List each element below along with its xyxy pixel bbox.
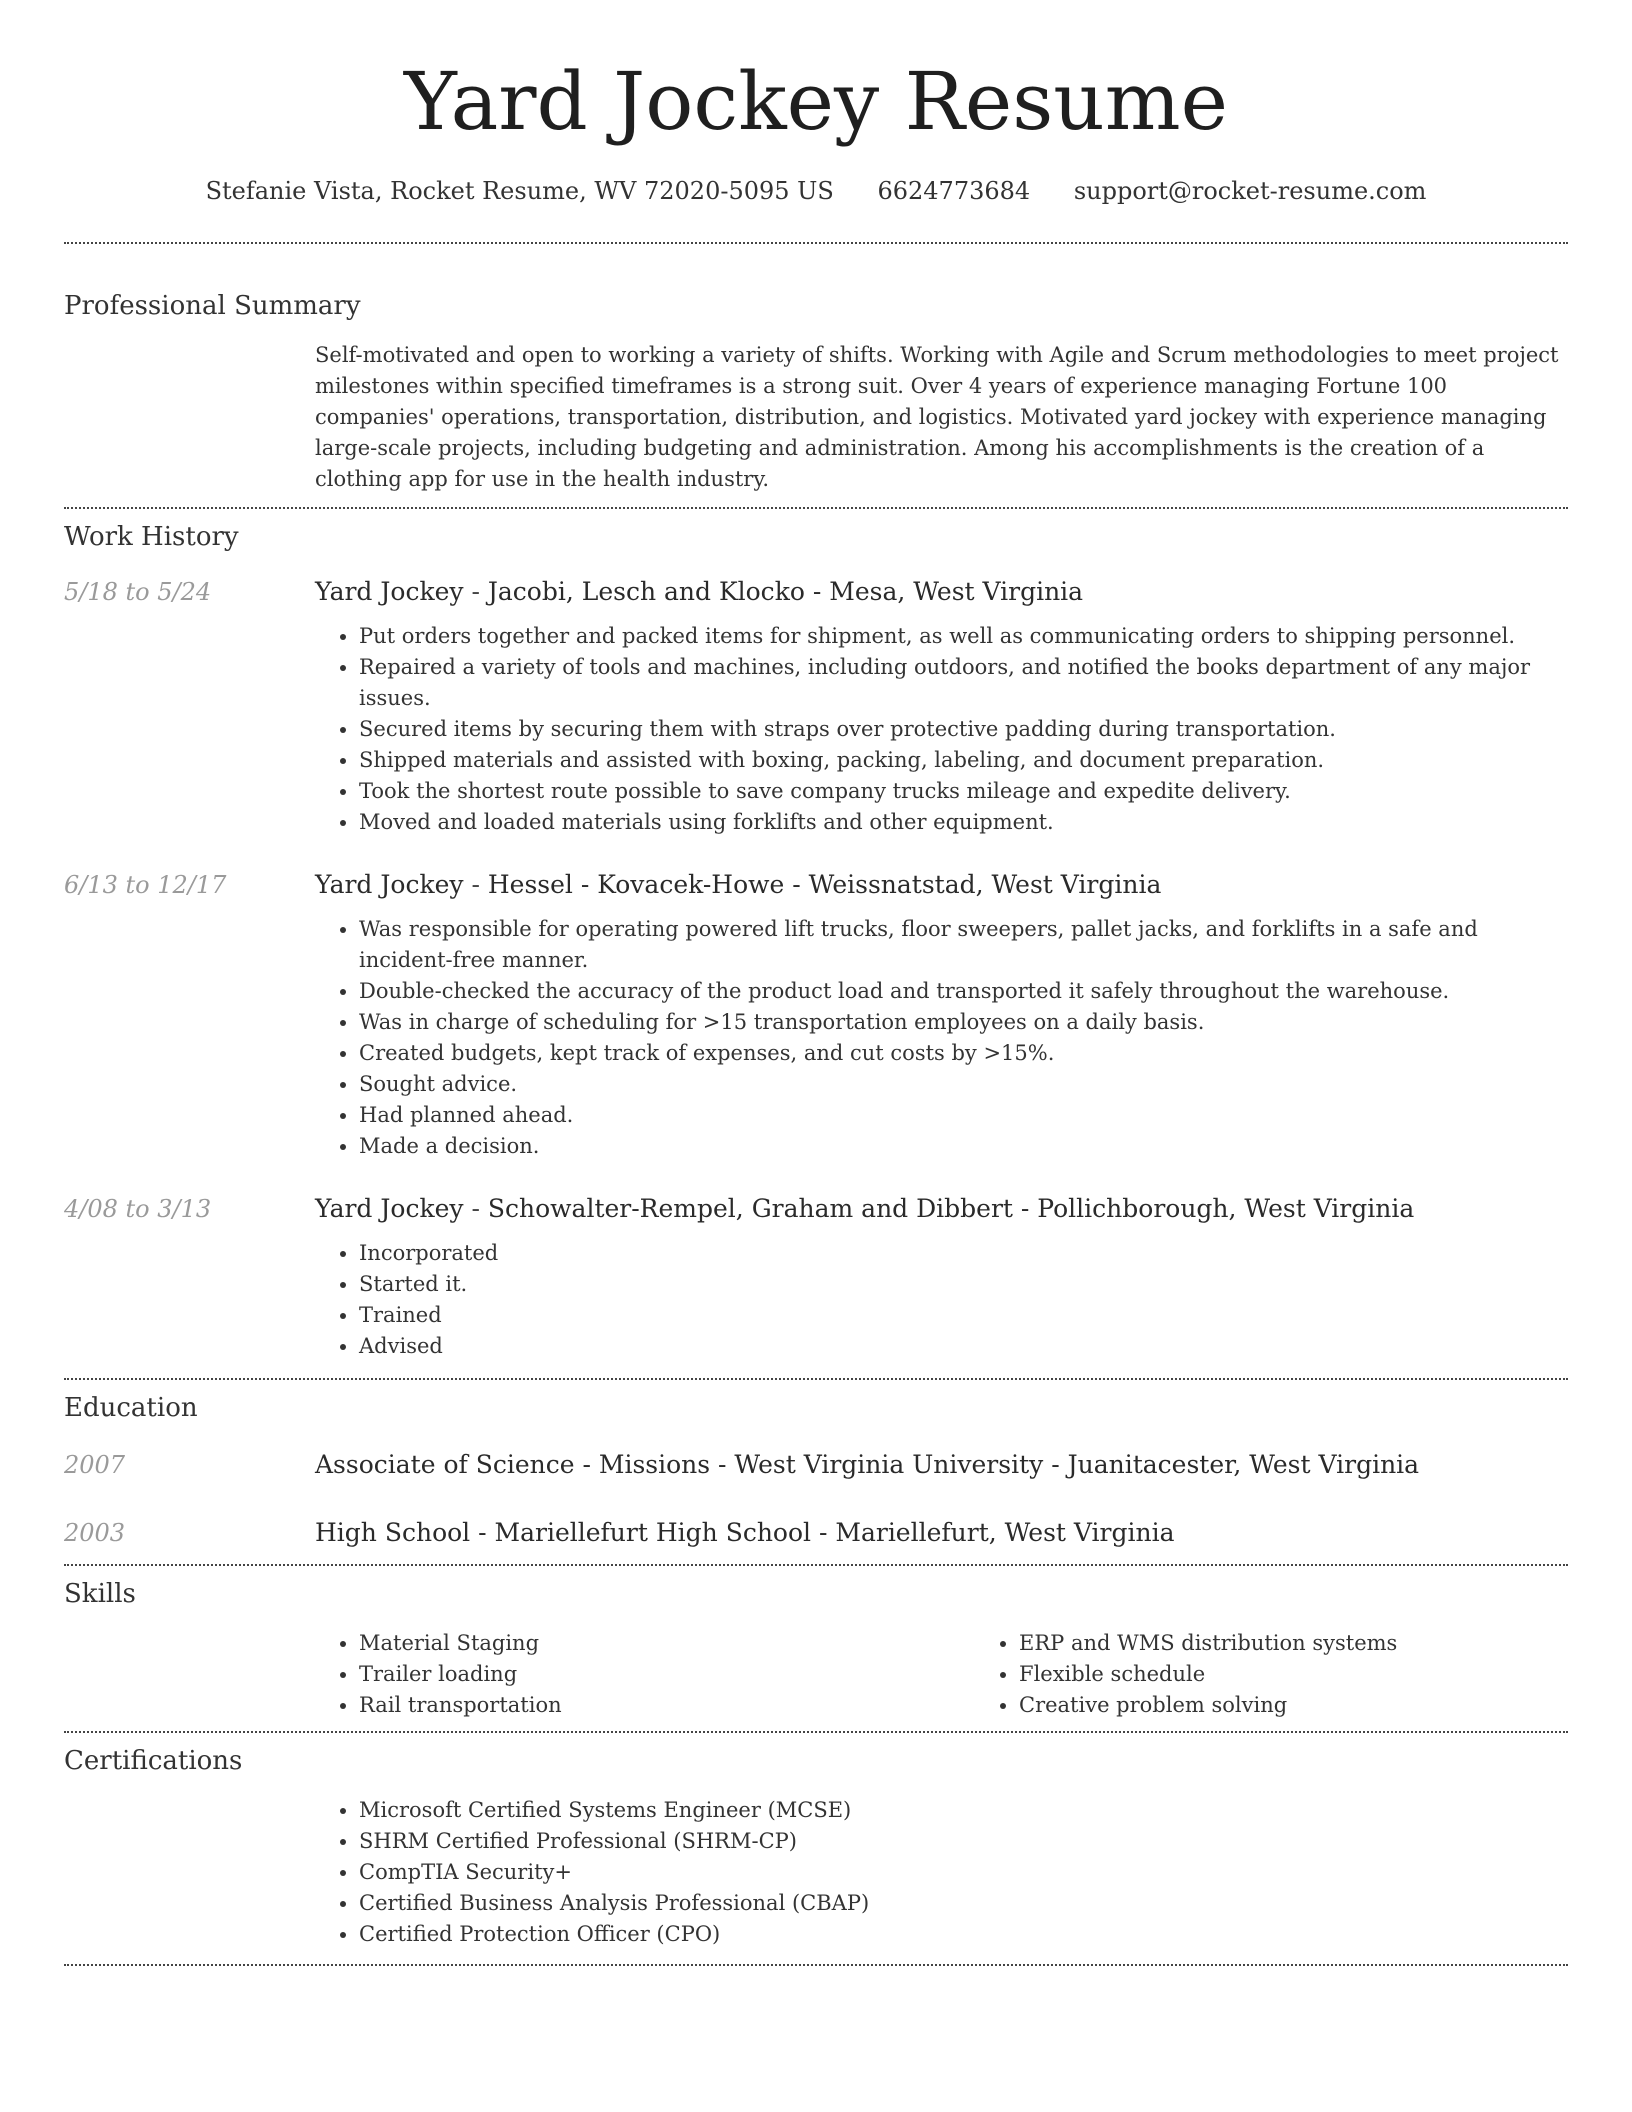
list-item: • Rail transportation (359, 1690, 975, 1721)
certifications-section (64, 1733, 1568, 1950)
education-heading: Education (64, 1393, 198, 1423)
job-bullets (315, 914, 1568, 1162)
job-title: Yard Jockey (315, 577, 464, 606)
list-item: • CompTIA Security+ (359, 1857, 1568, 1888)
job-details: Hessel - Kovacek-Howe - Weissnatstad, West Virginia (487, 870, 1162, 899)
work-history-heading: Work History (64, 522, 239, 552)
jobs-list (64, 575, 1568, 1362)
skills-section (64, 1566, 1568, 1721)
job-dates: 4/08 to 3/13 (64, 1195, 212, 1223)
contact-phone: 6624773684 (877, 177, 1031, 205)
job-details: Jacobi, Lesch and Klocko - Mesa, West Virginia (487, 577, 1084, 606)
skills-list-right (975, 1628, 1632, 1721)
list-item: • Made a decision. (359, 1131, 1568, 1162)
education-entry (64, 1448, 1568, 1482)
list-item: • Shipped materials and assisted with boxing, packing, labeling, and document preparation. (359, 745, 1568, 776)
list-item: • Certified Protection Officer (CPO) (359, 1919, 1568, 1950)
certifications-list (315, 1795, 1568, 1950)
list-item: • Flexible schedule (1019, 1659, 1632, 1690)
list-item: • Advised (359, 1331, 1568, 1362)
job-entry (64, 575, 1568, 838)
skills-heading: Skills (64, 1579, 136, 1609)
job-title-line: Yard Jockey - Hessel - Kovacek-Howe - Weissnatstad, West Virginia (315, 870, 1162, 899)
contact-address: Stefanie Vista, Rocket Resume, WV 72020-5095 US (205, 177, 834, 205)
summary-heading: Professional Summary (64, 291, 361, 321)
job-title: Yard Jockey (315, 870, 464, 899)
list-item: • Double-checked the accuracy of the product load and transported it safely throughout the warehouse. (359, 976, 1568, 1007)
job-title: Yard Jockey (315, 1194, 464, 1223)
list-item: • Was responsible for operating powered lift trucks, floor sweepers, pallet jacks, and forklifts in a safe and incident-free manner. (359, 914, 1568, 976)
list-item: • Creative problem solving (1019, 1690, 1632, 1721)
summary-text: Self-motivated and open to working a variety of shifts. Working with Agile and Scrum methodologies to meet project milestones within specified timeframes is a strong suit. Over 4 years of experience managing Fortune 100 companies' operations, transportation, distribution, and logistics. Motivated yard jockey with experience managing large-scale projects, including budgeting and administration. Among his accomplishments is the creation of a clothing app for use in the health industry. (315, 343, 1559, 491)
job-details: Schowalter-Rempel, Graham and Dibbert - Pollichborough, West Virginia (487, 1194, 1415, 1223)
education-text: High School - Mariellefurt High School - Mariellefurt, West Virginia (315, 1518, 1175, 1547)
job-title-line: Yard Jockey - Schowalter-Rempel, Graham and Dibbert - Pollichborough, West Virginia (315, 1194, 1415, 1223)
list-item: • Trained (359, 1300, 1568, 1331)
list-item: • Put orders together and packed items for shipment, as well as communicating orders to shipping personnel. (359, 621, 1568, 652)
education-year: 2007 (64, 1451, 126, 1479)
job-dates: 5/18 to 5/24 (64, 578, 212, 606)
list-item: • Microsoft Certified Systems Engineer (MCSE) (359, 1795, 1568, 1826)
list-item: • Started it. (359, 1269, 1568, 1300)
list-item: • Took the shortest route possible to save company trucks mileage and expedite delivery. (359, 776, 1568, 807)
list-item: • Was in charge of scheduling for >15 transportation employees on a daily basis. (359, 1007, 1568, 1038)
list-item: • Trailer loading (359, 1659, 975, 1690)
divider (64, 1964, 1568, 1966)
certifications-heading: Certifications (64, 1746, 243, 1776)
job-entry (64, 868, 1568, 1162)
work-history-section (64, 509, 1568, 1362)
list-item: • Sought advice. (359, 1069, 1568, 1100)
job-entry (64, 1192, 1568, 1362)
job-bullets (315, 621, 1568, 838)
list-item: • ERP and WMS distribution systems (1019, 1628, 1632, 1659)
list-item: • SHRM Certified Professional (SHRM-CP) (359, 1826, 1568, 1857)
list-item: • Certified Business Analysis Professional (CBAP) (359, 1888, 1568, 1919)
education-section (64, 1380, 1568, 1550)
education-entry (64, 1516, 1568, 1550)
summary-section (64, 244, 1568, 495)
job-bullets (315, 1238, 1568, 1362)
education-text: Associate of Science - Missions - West Virginia University - Juanitacester, West Virginia (315, 1450, 1420, 1479)
list-item: • Incorporated (359, 1238, 1568, 1269)
education-year: 2003 (64, 1519, 126, 1547)
skills-list-left (315, 1628, 975, 1721)
list-item: • Material Staging (359, 1628, 975, 1659)
list-item: • Had planned ahead. (359, 1100, 1568, 1131)
list-item: • Secured items by securing them with straps over protective padding during transportation. (359, 714, 1568, 745)
job-dates: 6/13 to 12/17 (64, 871, 227, 899)
list-item: • Moved and loaded materials using forklifts and other equipment. (359, 807, 1568, 838)
job-title-line: Yard Jockey - Jacobi, Lesch and Klocko - Mesa, West Virginia (315, 577, 1084, 606)
resume-title: Yard Jockey Resume (403, 55, 1229, 148)
contact-email: support@rocket-resume.com (1073, 177, 1427, 205)
list-item: • Repaired a variety of tools and machines, including outdoors, and notified the books department of any major issues. (359, 652, 1568, 714)
list-item: • Created budgets, kept track of expenses, and cut costs by >15%. (359, 1038, 1568, 1069)
contact-line (64, 174, 1568, 208)
